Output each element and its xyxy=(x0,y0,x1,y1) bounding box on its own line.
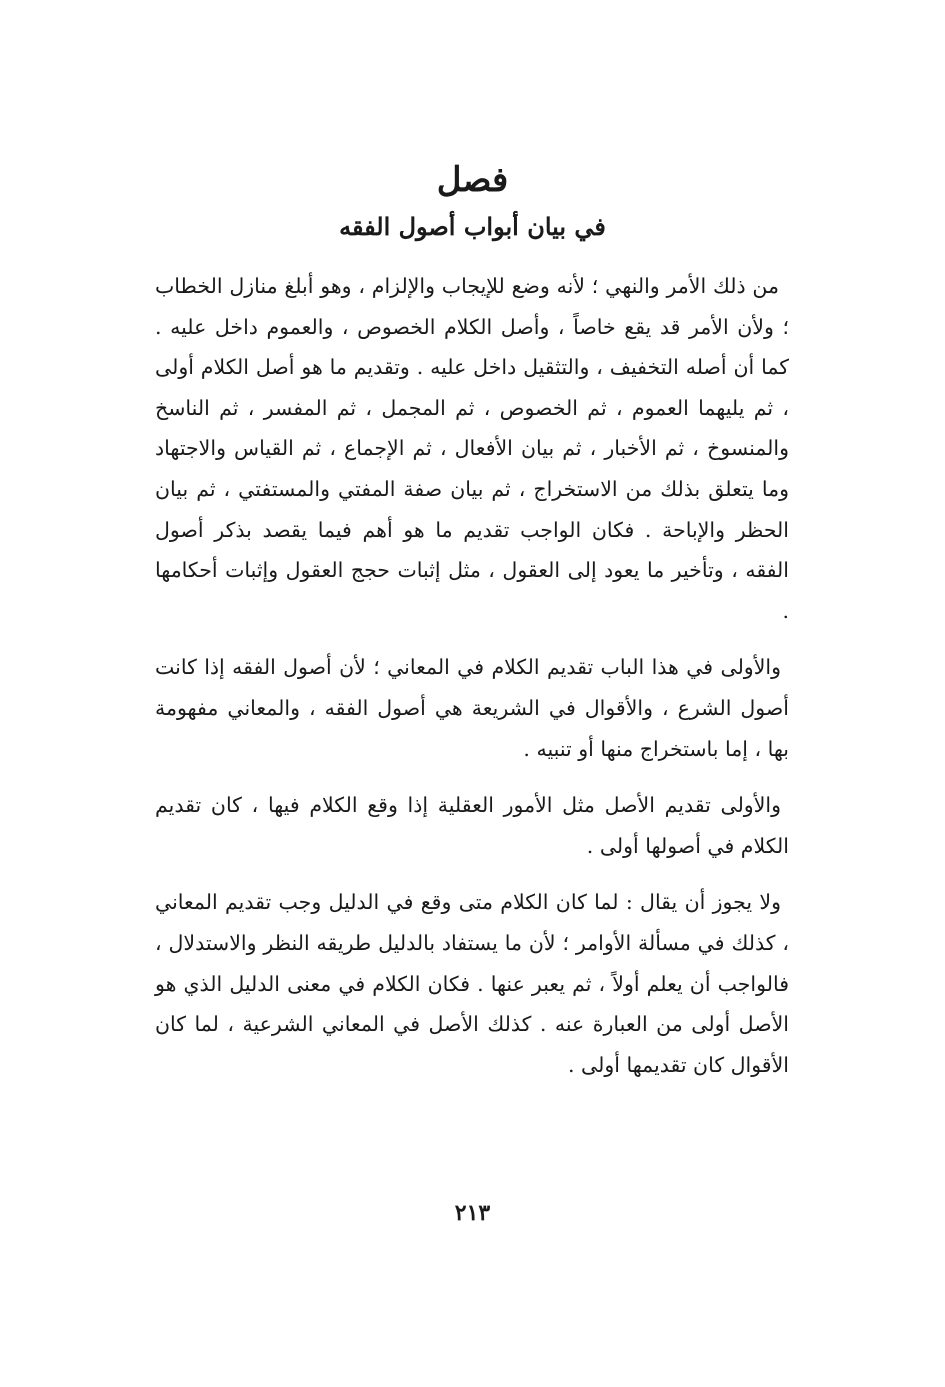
paragraph-1: من ذلك الأمر والنهي ؛ لأنه وضع للإيجاب والإلزام ، وهو أبلغ منازل الخطاب ؛ ولأن الأمر قد يقع خاصاً ، وأصل الكلام الخصوص ، والعموم داخل عليه . كما أن أصله التخفيف ، والتثقيل داخل عليه . وتقديم ما هو أصل الكلام أولى ، ثم يليهما العموم ، ثم الخصوص ، ثم المجمل ، ثم المفسر ، ثم الناسخ والمنسوخ ، ثم الأخبار ، ثم بيان الأفعال ، ثم الإجماع ، ثم القياس والاجتهاد وما يتعلق بذلك من الاستخراج ، ثم بيان صفة المفتي والمستفتي ، ثم بيان الحظر والإباحة . فكان الواجب تقديم ما هو أهم فيما يقصد بذكر أصول الفقه ، وتأخير ما يعود إلى العقول ، مثل إثبات حجج العقول وإثبات أحكامها . xyxy=(155,274,789,623)
chapter-title: فصل xyxy=(436,160,509,200)
paragraph-2: والأولى في هذا الباب تقديم الكلام في المعاني ؛ لأن أصول الفقه إذا كانت أصول الشرع ، والأقوال في الشريعة هي أصول الفقه ، والمعاني مفهومة بها ، إما باستخراج منها أو تنبيه . xyxy=(155,655,789,761)
paragraph-3: والأولى تقديم الأصل مثل الأمور العقلية إذا وقع الكلام فيها ، كان تقديم الكلام في أصولها أولى . xyxy=(155,793,789,858)
chapter-subtitle: في بيان أبواب أصول الفقه xyxy=(339,212,606,241)
body-text xyxy=(155,266,789,1101)
paragraph-4: ولا يجوز أن يقال : لما كان الكلام متى وقع في الدليل وجب تقديم المعاني ، كذلك في مسألة الأوامر ؛ لأن ما يستفاد بالدليل طريقه النظر والاستدلال ، فالواجب أن يعلم أولاً ، ثم يعبر عنها . فكان الكلام في معنى الدليل الذي هو الأصل أولى من العبارة عنه . كذلك الأصل في المعاني الشرعية ، لما كان الأقوال كان تقديمها أولى . xyxy=(155,890,789,1077)
page-number: ٢١٣ xyxy=(454,1200,491,1226)
